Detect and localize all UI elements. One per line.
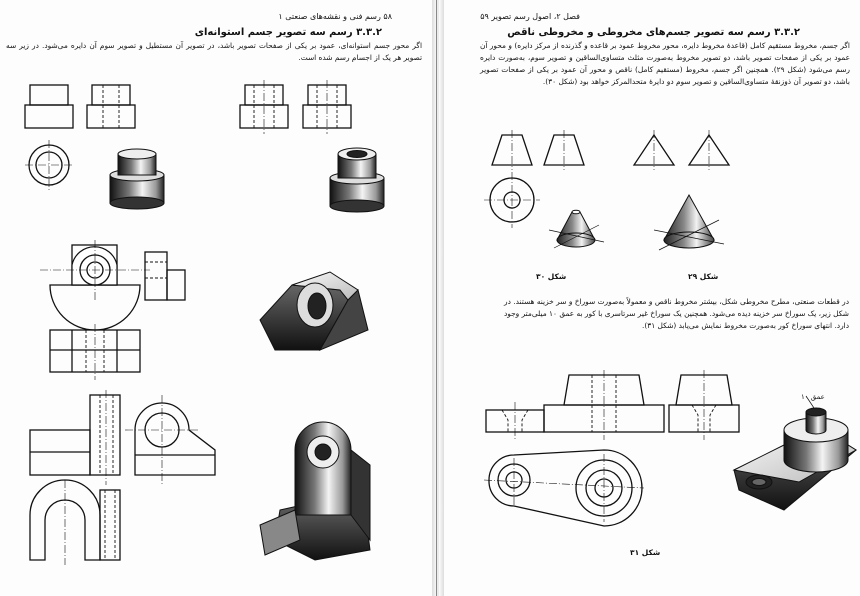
caption-figure-30: شکل ۳۰	[536, 272, 567, 281]
caption-figure-29: شکل ۲۹	[688, 272, 719, 281]
paragraph-right-2: در قطعات صنعتی، مطرح مخروطی شکل، بیشتر مخروط ناقص و معمولاً به‌صورت سوراخ و سر خزینه هستند. در شکل زیر، یک سوراخ سر خزینه دیده می‌شود. همچنین یک سوراخ غیر سرتاسری با کور به عمق ۱۰ میلی‌متر وجود دارد. انتهای سوراخ کور به‌صورت مخروط نمایش می‌یابد (شکل ۳۱).	[504, 297, 849, 330]
figure-cones	[484, 130, 784, 260]
page-divider	[436, 0, 437, 596]
book-gutter	[432, 0, 444, 596]
section-title-right: ۳.۳.۲ رسم سه تصویر جسم‌های مخروطی و مخروطی ناقص	[507, 27, 800, 38]
page-header-left: ۵۸ رسم فنی و نقشه‌های صنعتی ۱	[278, 12, 392, 21]
figure-saddle-part	[30, 240, 390, 390]
figure-countersink-part	[484, 370, 854, 540]
figure-bracket-part	[25, 390, 405, 570]
caption-figure-31: شکل ۳۱	[630, 548, 661, 557]
page-header-right: فصل ۲، اصول رسم تصویر ۵۹	[480, 12, 580, 21]
figure-cylinder-front-views	[25, 80, 380, 140]
paragraph-left: اگر محور جسم استوانه‌ای، عمود بر یکی از صفحات تصویر باشد، در تصویر آن مستطیل و تصویر سوم آن دایره می‌شود. در زیر سه تصویر هر یک از اجسام رسم شده است.	[6, 41, 422, 62]
depth-label: عمق ۱۰	[801, 393, 825, 401]
paragraph-right-1: اگر جسم، مخروط مستقیم کامل (قاعدهٔ مخروط دایره، محور مخروط عمود بر قاعده و گذرنده از مرکز دایره) و محور آن عمود بر یکی از صفحات تصویر باشد، دو تصویر مخروط به‌صورت مثلث متساوی‌الساقین و تصویر سوم، به‌صورت دایره رسم می‌شود (شکل ۲۹). همچنین اگر جسم، مخروط (مستقیم کامل) ناقص و محور آن عمود بر یکی از صفحات تصویر باشد، دو تصویر آن ذوزنقهٔ متساوی‌الساقین و تصویر سوم دو دایرهٔ متحدالمرکز خواهد بود (شکل ۳۰).	[480, 41, 850, 86]
section-title-left: ۳.۳.۲ رسم سه تصویر جسم استوانه‌ای	[194, 27, 382, 38]
figure-cylinder-pictorials	[25, 140, 385, 215]
right-page	[444, 0, 860, 596]
